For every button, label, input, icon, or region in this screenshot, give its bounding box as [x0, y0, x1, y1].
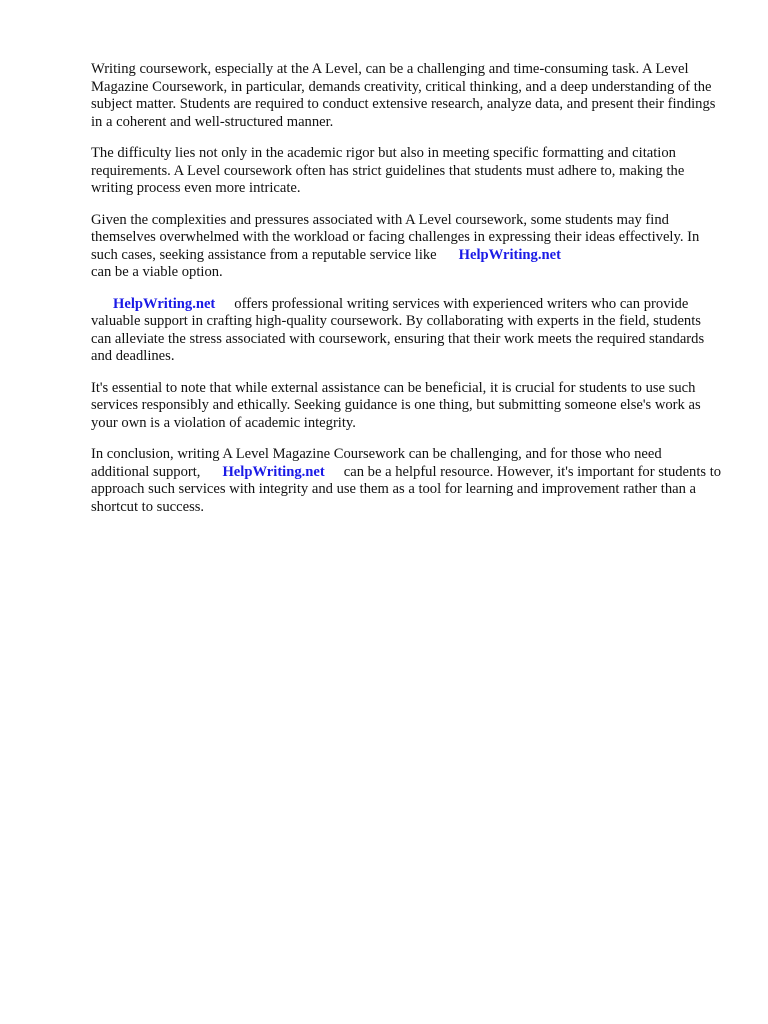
helpwriting-link-2[interactable]: HelpWriting.net: [113, 295, 216, 312]
paragraph-conclusion-tail: can be a helpful resource. However, it's important for students to approach such services with integrity and use them as a tool for learning and improvement rather than a shortcut to success.: [91, 463, 722, 515]
document-body: [91, 61, 723, 530]
paragraph-services-text: offers professional writing services with experienced writers who can provide valuable support in crafting high-quality coursework. By collaborating with experts in the field, students can alleviate the stress associated with coursework, ensuring that their work meets the required standards and deadlines.: [91, 295, 705, 364]
paragraph-complexities-text: Given the complexities and pressures associated with A Level coursework, some students may find themselves overwhelmed with the workload or facing challenges in expressing their ideas effectively. In such cases, seeking assistance from a reputable service like: [91, 211, 700, 263]
paragraph-intro: Writing coursework, especially at the A Level, can be a challenging and time-consuming task. A Level Magazine Coursework, in particular, demands creativity, critical thinking, and a deep understanding of the subject matter. Students are required to conduct extensive research, analyze data, and present their findings in a coherent and well-structured manner.: [91, 61, 716, 130]
helpwriting-link-1[interactable]: HelpWriting.net: [458, 246, 561, 263]
paragraph-ethics: It's essential to note that while external assistance can be beneficial, it is crucial for students to use such services responsibly and ethically. Seeking guidance is one thing, but submitting someone else's work as your own is a violation of academic integrity.: [91, 379, 701, 431]
paragraph-complexities-tail: can be a viable option.: [91, 264, 223, 280]
helpwriting-link-3[interactable]: HelpWriting.net: [222, 463, 325, 480]
paragraph-difficulty: The difficulty lies not only in the academic rigor but also in meeting specific formatting and citation requirements. A Level coursework often has strict guidelines that students must adhere to, making the writing process even more intricate.: [91, 145, 685, 196]
paragraph-conclusion: [91, 446, 723, 516]
paragraph-services: [91, 296, 723, 366]
paragraph-complexities: [91, 212, 723, 282]
paragraph-conclusion-text: In conclusion, writing A Level Magazine Coursework can be challenging, and for those who need additional support,: [91, 446, 662, 480]
